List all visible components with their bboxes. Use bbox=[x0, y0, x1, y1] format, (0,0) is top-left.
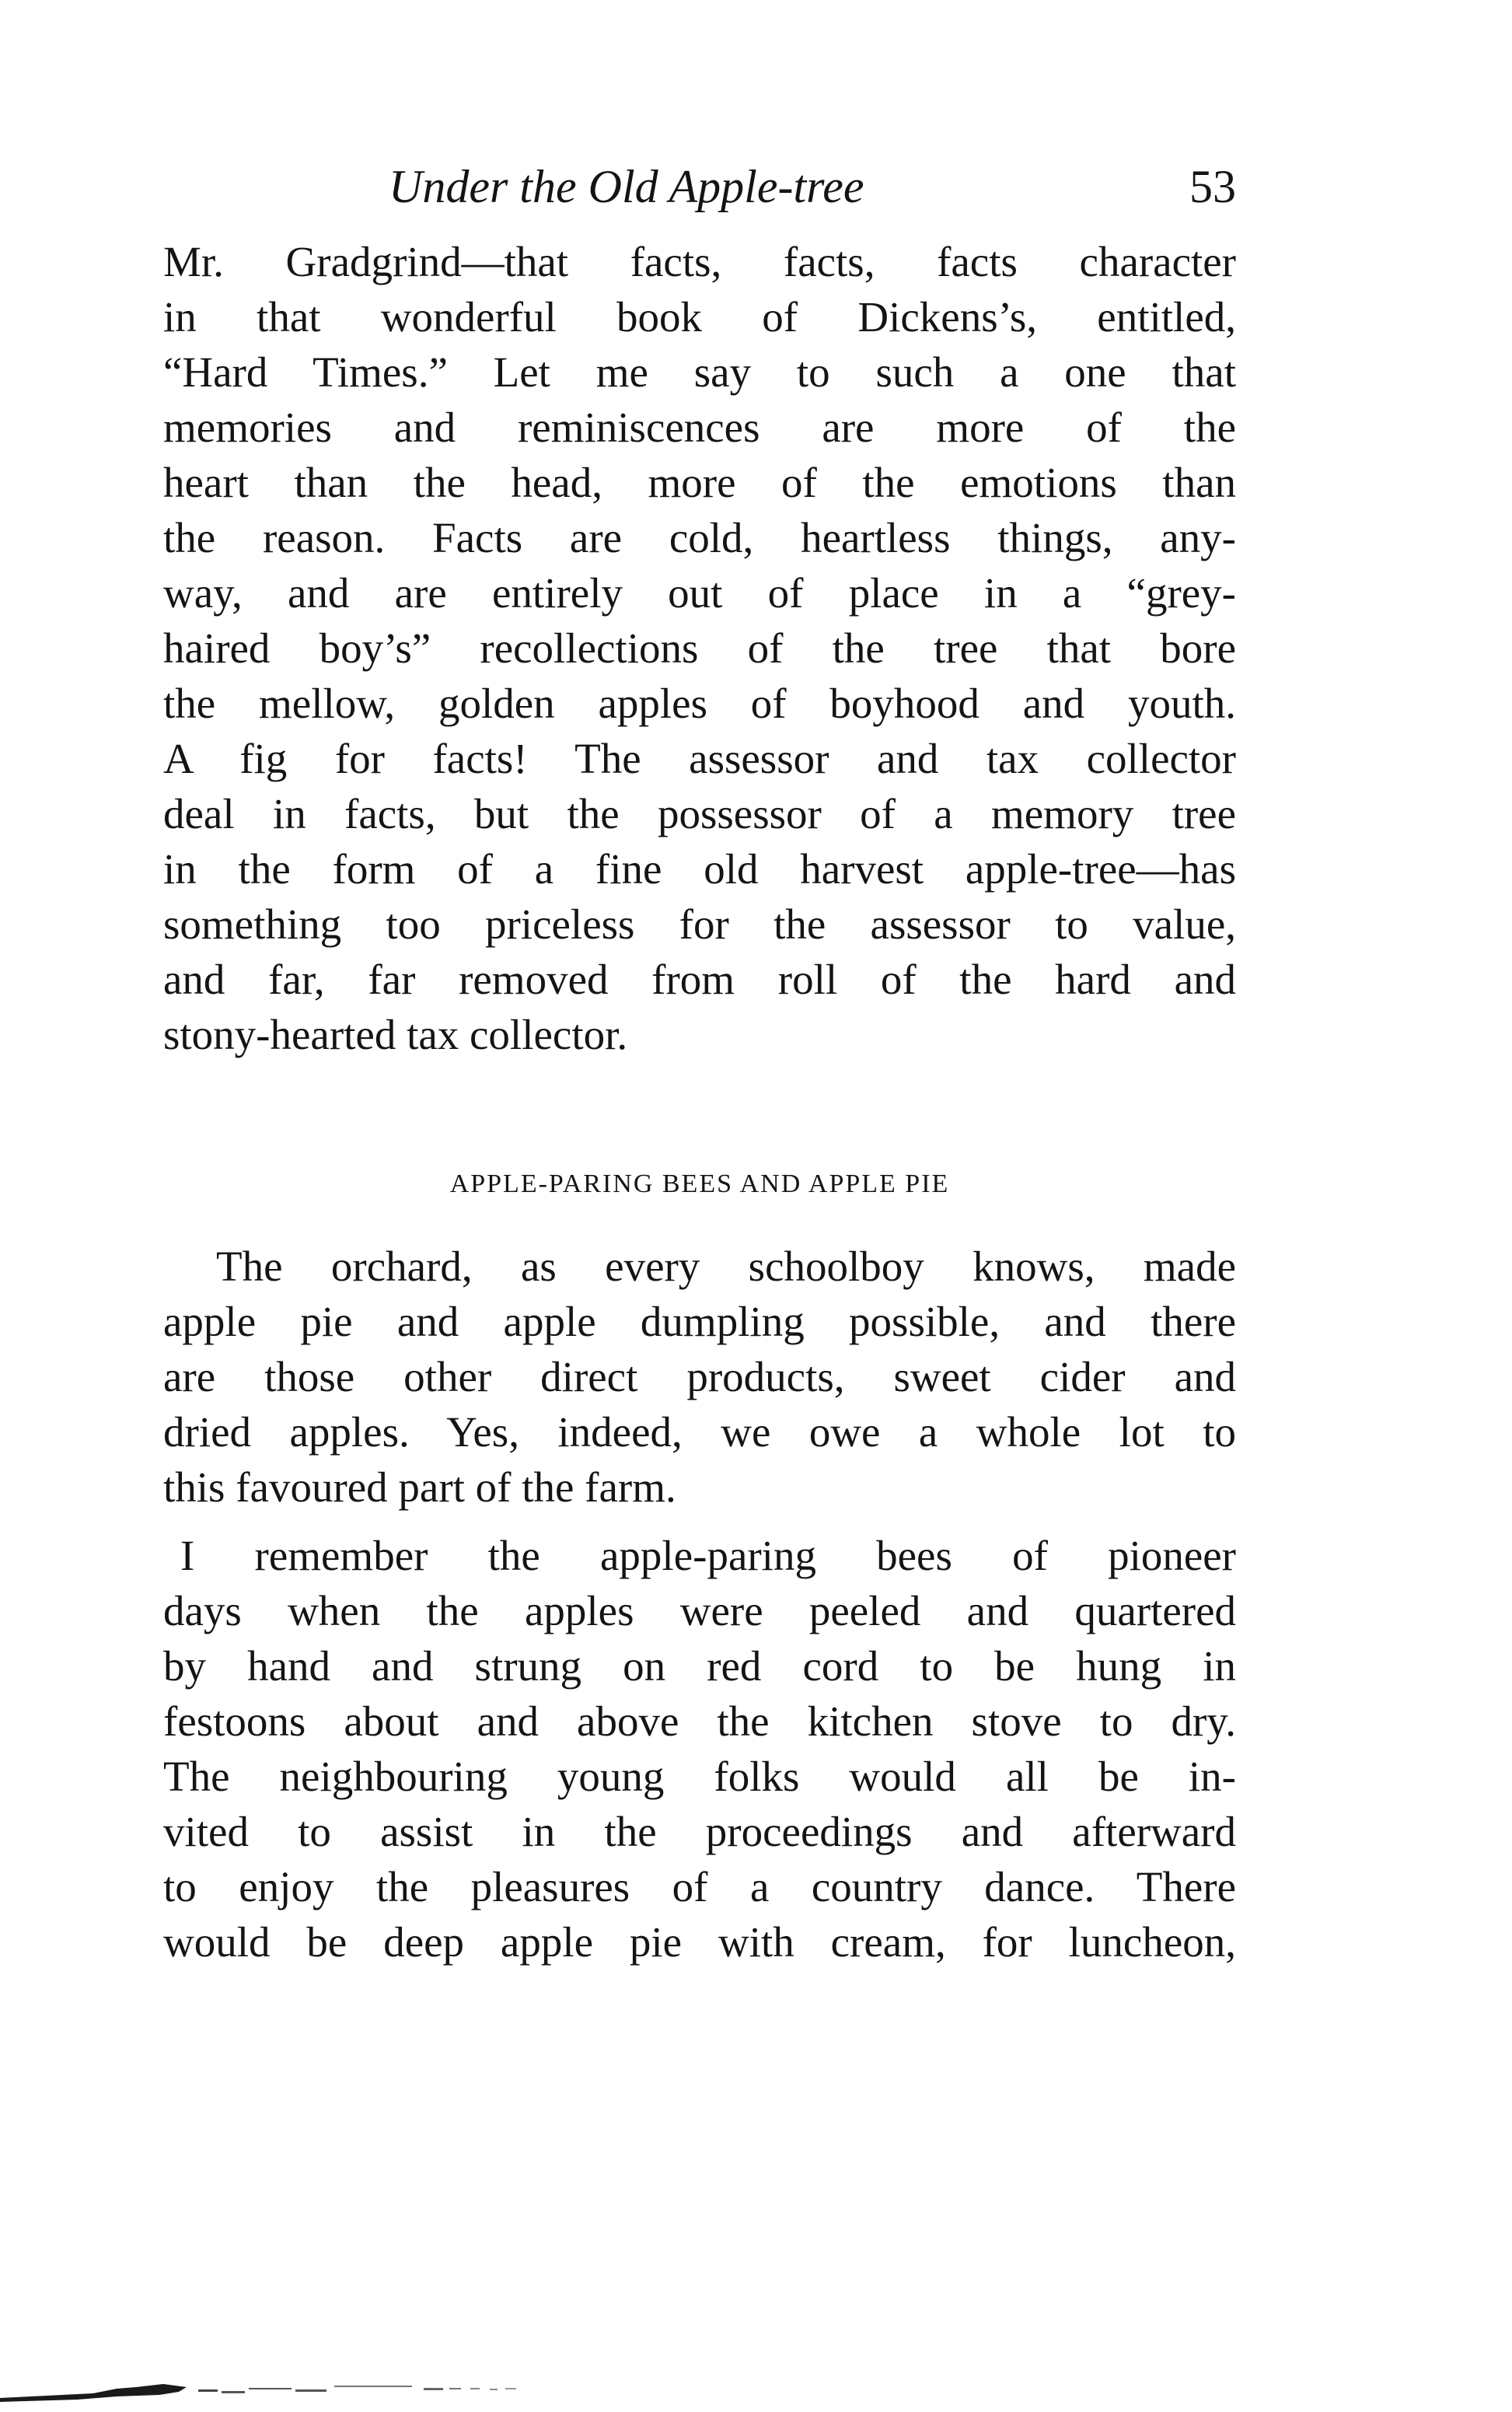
paragraph-orchard bbox=[163, 1239, 1236, 1515]
running-head bbox=[163, 156, 1236, 218]
text-line: The orchard, as every schoolboy knows, made bbox=[216, 1243, 1236, 1290]
text-line: dried apples. Yes, indeed, we owe a whole lot to bbox=[163, 1408, 1236, 1456]
text-line: haired boy’s” recollections of the tree that bore bbox=[163, 624, 1236, 672]
text-line: way, and are entirely out of place in a “grey- bbox=[163, 569, 1236, 617]
text-line: festoons about and above the kitchen stove to dry. bbox=[163, 1697, 1236, 1745]
text-line: the reason. Facts are cold, heartless things, any- bbox=[163, 514, 1236, 561]
running-title: Under the Old Apple-tree bbox=[389, 161, 864, 212]
text-line: heart than the head, more of the emotions than bbox=[163, 459, 1236, 506]
text-line: this favoured part of the farm. bbox=[163, 1463, 676, 1511]
text-line: A fig for facts! The assessor and tax collector bbox=[163, 735, 1236, 782]
section-heading: APPLE-PARING BEES AND APPLE PIE bbox=[449, 1169, 950, 1198]
text-line: Mr. Gradgrind—that facts, facts, facts character bbox=[163, 238, 1236, 285]
text-line: deal in facts, but the possessor of a memory tree bbox=[163, 790, 1236, 837]
text-line: stony-hearted tax collector. bbox=[163, 1011, 628, 1058]
paragraph-remember bbox=[163, 1528, 1236, 1970]
text-line: and far, far removed from roll of the hard and bbox=[163, 956, 1236, 1003]
text-line: in that wonderful book of Dickens’s, entitled, bbox=[163, 293, 1236, 341]
text-line: “Hard Times.” Let me say to such a one that bbox=[163, 348, 1236, 396]
page-number: 53 bbox=[1189, 161, 1236, 212]
text-line: apple pie and apple dumpling possible, and there bbox=[163, 1298, 1236, 1345]
text-line: memories and reminiscences are more of the bbox=[163, 404, 1236, 451]
text-line: are those other direct products, sweet cider and bbox=[163, 1353, 1236, 1400]
paragraph-continued bbox=[163, 234, 1236, 1062]
text-line: I remember the apple-paring bees of pioneer bbox=[180, 1532, 1236, 1579]
text-line: the mellow, golden apples of boyhood and youth. bbox=[163, 680, 1236, 727]
text-line: vited to assist in the proceedings and afterward bbox=[163, 1808, 1236, 1855]
text-line: to enjoy the pleasures of a country dance. There bbox=[163, 1863, 1236, 1910]
text-line: by hand and strung on red cord to be hung in bbox=[163, 1642, 1236, 1690]
scan-edge-marks bbox=[0, 2364, 560, 2403]
text-line: days when the apples were peeled and quartered bbox=[163, 1587, 1236, 1634]
text-line: something too priceless for the assessor to value, bbox=[163, 900, 1236, 948]
text-line: would be deep apple pie with cream, for luncheon, bbox=[163, 1918, 1236, 1966]
text-line: in the form of a fine old harvest apple-tree—has bbox=[163, 845, 1236, 893]
text-line: The neighbouring young folks would all be in- bbox=[163, 1753, 1236, 1800]
